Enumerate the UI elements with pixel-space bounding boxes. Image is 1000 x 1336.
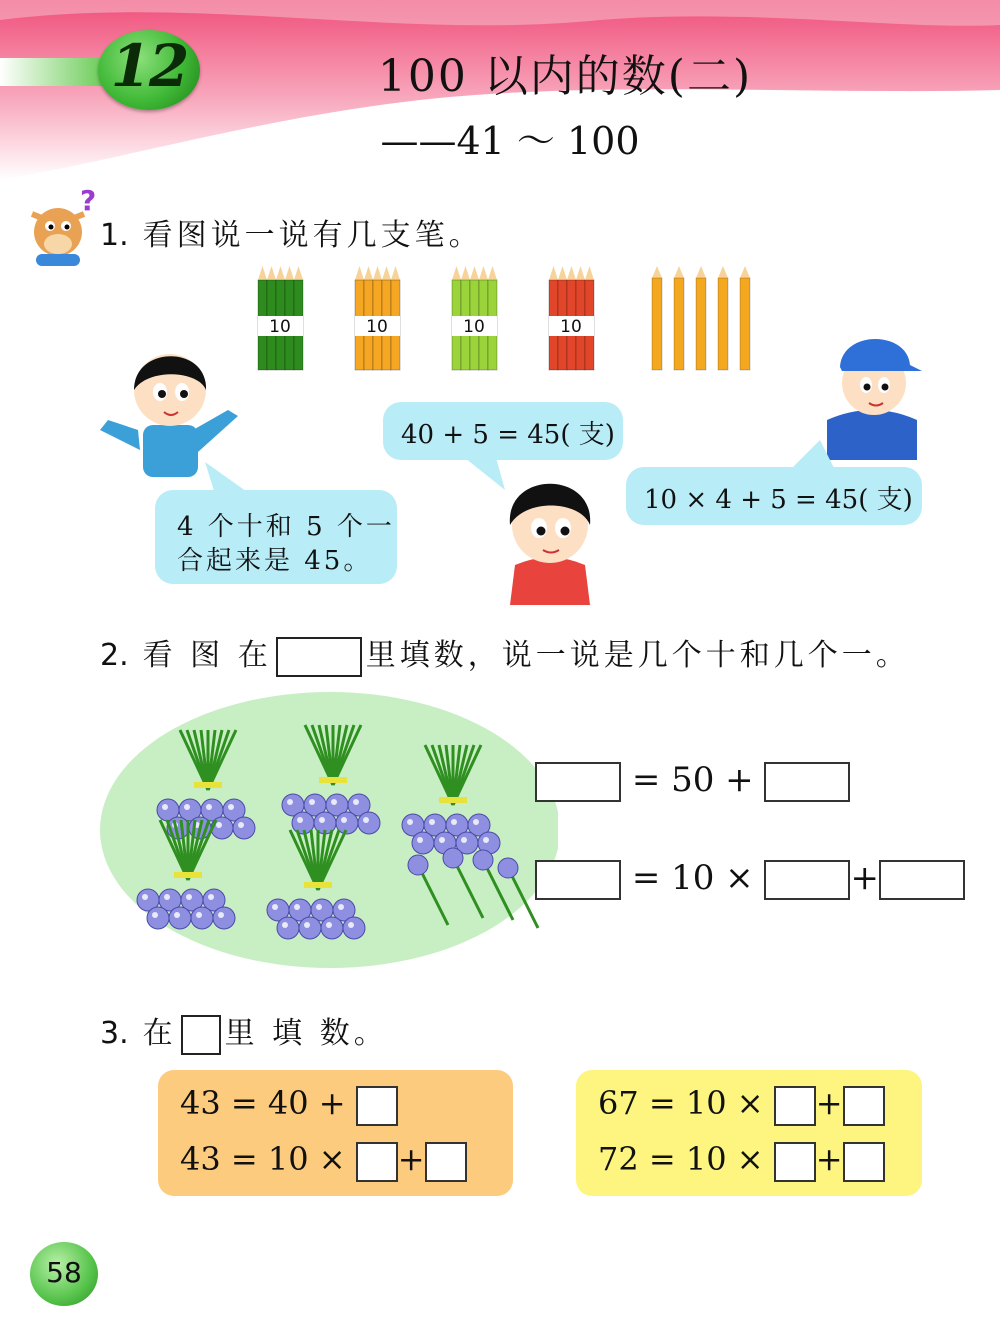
- bundle-label: 10: [269, 317, 291, 337]
- q3-left-eq1-text: 43 = 40 +: [180, 1084, 346, 1122]
- q3-left-panel: [158, 1070, 513, 1196]
- q3-left-line-1: [180, 1084, 398, 1126]
- bubble-center-text: 40 + 5 = 45( 支): [401, 420, 615, 450]
- chapter-number: 12: [110, 32, 188, 100]
- q3-prompt-before: 在: [142, 1016, 177, 1051]
- q1-prompt: [100, 210, 483, 254]
- bubble-right: [626, 467, 922, 525]
- bubble-left-line1: 4 个十和 5 个一: [177, 512, 395, 542]
- q3-right-eq2-box-1[interactable]: [774, 1142, 816, 1182]
- pencil-bundle: [549, 266, 594, 370]
- pencil-bundle: [452, 266, 497, 370]
- q2-eq2-answer-box-2[interactable]: [764, 860, 850, 900]
- pencil-bundle: [355, 266, 400, 370]
- q3-left-eq2-plus: +: [397, 1140, 425, 1178]
- q3-right-line-1: [598, 1084, 885, 1126]
- single-pencil: [696, 266, 706, 370]
- q3-left-eq2-box-1[interactable]: [356, 1142, 398, 1182]
- cow-mascot-icon: [22, 188, 104, 270]
- q3-right-line-2: [598, 1140, 885, 1182]
- q2-eq2-answer-box-3[interactable]: [879, 860, 965, 900]
- bundle-label: 10: [366, 317, 388, 337]
- q2-equation-1: [535, 760, 850, 802]
- single-pencil: [740, 266, 750, 370]
- pencil-bundle: [258, 266, 303, 370]
- q2-equation-2: [535, 858, 965, 900]
- scallion-bundles-illustration: [98, 690, 558, 970]
- single-pencil: [652, 266, 662, 370]
- q3-prompt-after: 里 填 数。: [224, 1016, 388, 1051]
- bubble-left-line2: 合起来是 45。: [177, 546, 373, 576]
- page-number: 58: [46, 1256, 82, 1289]
- pencil-bundles: [250, 262, 770, 377]
- q3-left-eq2-box-2[interactable]: [425, 1142, 467, 1182]
- q3-right-eq1-box-1[interactable]: [774, 1086, 816, 1126]
- q1-prompt-text: 看图说一说有几支笔。: [142, 218, 483, 253]
- q2-prompt-box: [276, 637, 362, 677]
- q2-prompt: [100, 630, 910, 677]
- q3-left-eq2-text: 43 = 10 ×: [180, 1140, 346, 1178]
- page-title: 100 以内的数(二): [377, 51, 753, 102]
- q3-right-eq1-text: 67 = 10 ×: [598, 1084, 764, 1122]
- q3-right-eq2-text: 72 = 10 ×: [598, 1140, 764, 1178]
- q2-number: 2.: [100, 638, 129, 673]
- q1-number: 1.: [100, 218, 129, 253]
- q3-prompt: [100, 1008, 388, 1055]
- q3-prompt-box: [181, 1015, 221, 1055]
- bubble-right-text: 10 × 4 + 5 = 45( 支): [644, 485, 913, 515]
- bubble-center: [383, 402, 623, 460]
- q2-eq1-answer-box-1[interactable]: [535, 762, 621, 802]
- q2-prompt-before: 看 图 在: [142, 638, 272, 673]
- svg-text:?: ?: [80, 188, 97, 217]
- q3-left-eq1-box[interactable]: [356, 1086, 398, 1126]
- bundle-label: 10: [463, 317, 485, 337]
- q3-number: 3.: [100, 1016, 129, 1051]
- q3-right-eq1-box-2[interactable]: [843, 1086, 885, 1126]
- girl-arms-crossed-illustration: [495, 470, 605, 605]
- bubble-left: [155, 490, 397, 584]
- girl-pointing-illustration: [98, 340, 248, 480]
- q2-eq1-answer-box-2[interactable]: [764, 762, 850, 802]
- q2-eq2-plus: +: [850, 858, 879, 898]
- bubble-right-tail: [780, 440, 840, 470]
- q2-eq2-answer-box-1[interactable]: [535, 860, 621, 900]
- q3-right-eq2-box-2[interactable]: [843, 1142, 885, 1182]
- q3-right-eq2-plus: +: [815, 1140, 843, 1178]
- q2-eq2-text: = 10 ×: [631, 858, 754, 898]
- single-pencil: [718, 266, 728, 370]
- q3-left-line-2: [180, 1140, 467, 1182]
- q2-prompt-after: 里填数，说一说是几个十和几个一。: [365, 638, 910, 673]
- q3-right-panel: [576, 1070, 922, 1196]
- q3-right-eq1-plus: +: [815, 1084, 843, 1122]
- page-subtitle: ——41 ～ 100: [380, 119, 640, 163]
- q2-eq1-text: = 50 +: [631, 760, 754, 800]
- bundle-label: 10: [560, 317, 582, 337]
- single-pencil: [674, 266, 684, 370]
